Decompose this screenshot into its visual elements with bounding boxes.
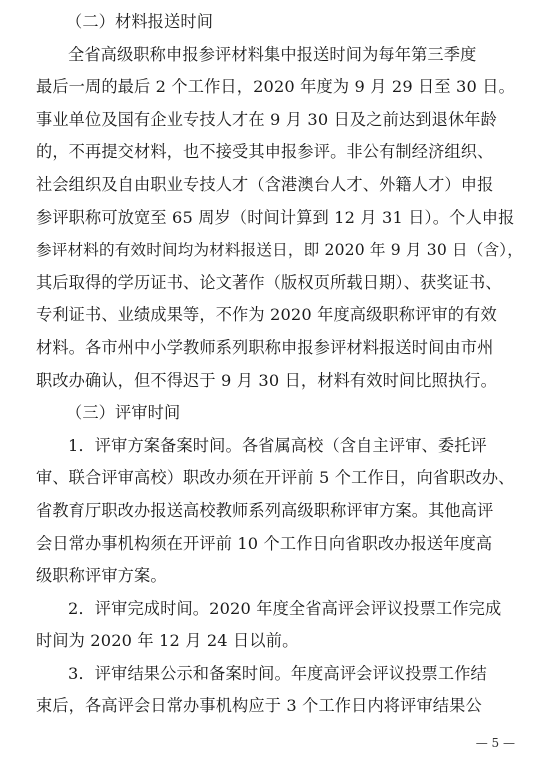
paragraph-line: 其后取得的学历证书、论文著作（版权页所载日期）、获奖证书、 — [36, 272, 502, 292]
section-heading: （三）评审时间 — [66, 403, 181, 423]
paragraph-line: 时间为 2020 年 12 月 24 日以前。 — [36, 631, 299, 651]
paragraph-line: 社会组织及自由职业专技人才（含港澳台人才、外籍人才）申报 — [36, 174, 494, 194]
paragraph-line: 全省高级职称申报参评材料集中报送时间为每年第三季度 — [68, 44, 477, 64]
paragraph-line: 审、联合评审高校）职改办须在开评前 5 个工作日，向省职改办、 — [36, 468, 515, 488]
paragraph-line: 专利证书、业绩成果等，不作为 2020 年度高级职称评审的有效 — [36, 305, 497, 325]
paragraph-line: 事业单位及国有企业专技人才在 9 月 30 日及之前达到退休年龄 — [36, 109, 497, 129]
paragraph-line: 省教育厅职改办报送高校教师系列高级职称评审方案。其他高评 — [36, 500, 494, 520]
paragraph-line: 最后一周的最后 2 个工作日，2020 年度为 9 月 29 日至 30 日。 — [36, 77, 515, 97]
paragraph-line: 束后，各高评会日常办事机构应于 3 个工作日内将评审结果公 — [36, 696, 482, 716]
paragraph-line: 参评材料的有效时间均为材料报送日，即 2020 年 9 月 30 日（含）， — [36, 241, 523, 260]
paragraph-line: 2．评审完成时间。2020 年度全省高评会评议投票工作完成 — [68, 598, 502, 618]
paragraph-line: 会日常办事机构须在开评前 10 个工作日向省职改办报送年度高 — [36, 533, 493, 553]
paragraph-line: 职改办确认，但不得迟于 9 月 30 日，材料有效时间比照执行。 — [36, 370, 497, 390]
paragraph-line: 参评职称可放宽至 65 周岁（时间计算到 12 月 31 日）。个人申报 — [36, 207, 515, 227]
paragraph-line: 3．评审结果公示和备案时间。年度高评会评议投票工作结 — [68, 663, 487, 683]
paragraph-line: 材料。各市州中小学教师系列职称申报参评材料报送时间由市州 — [36, 337, 494, 357]
paragraph-line: 的，不再提交材料，也不接受其申报参评。非公有制经济组织、 — [36, 142, 494, 162]
document-body — [36, 6, 526, 723]
section-heading: （二）材料报送时间 — [66, 12, 214, 31]
paragraph-line: 级职称评审方案。 — [36, 566, 167, 586]
page-number: — 5 — — [475, 736, 515, 750]
paragraph-line: 1．评审方案备案时间。各省属高校（含自主评审、委托评 — [68, 435, 487, 455]
